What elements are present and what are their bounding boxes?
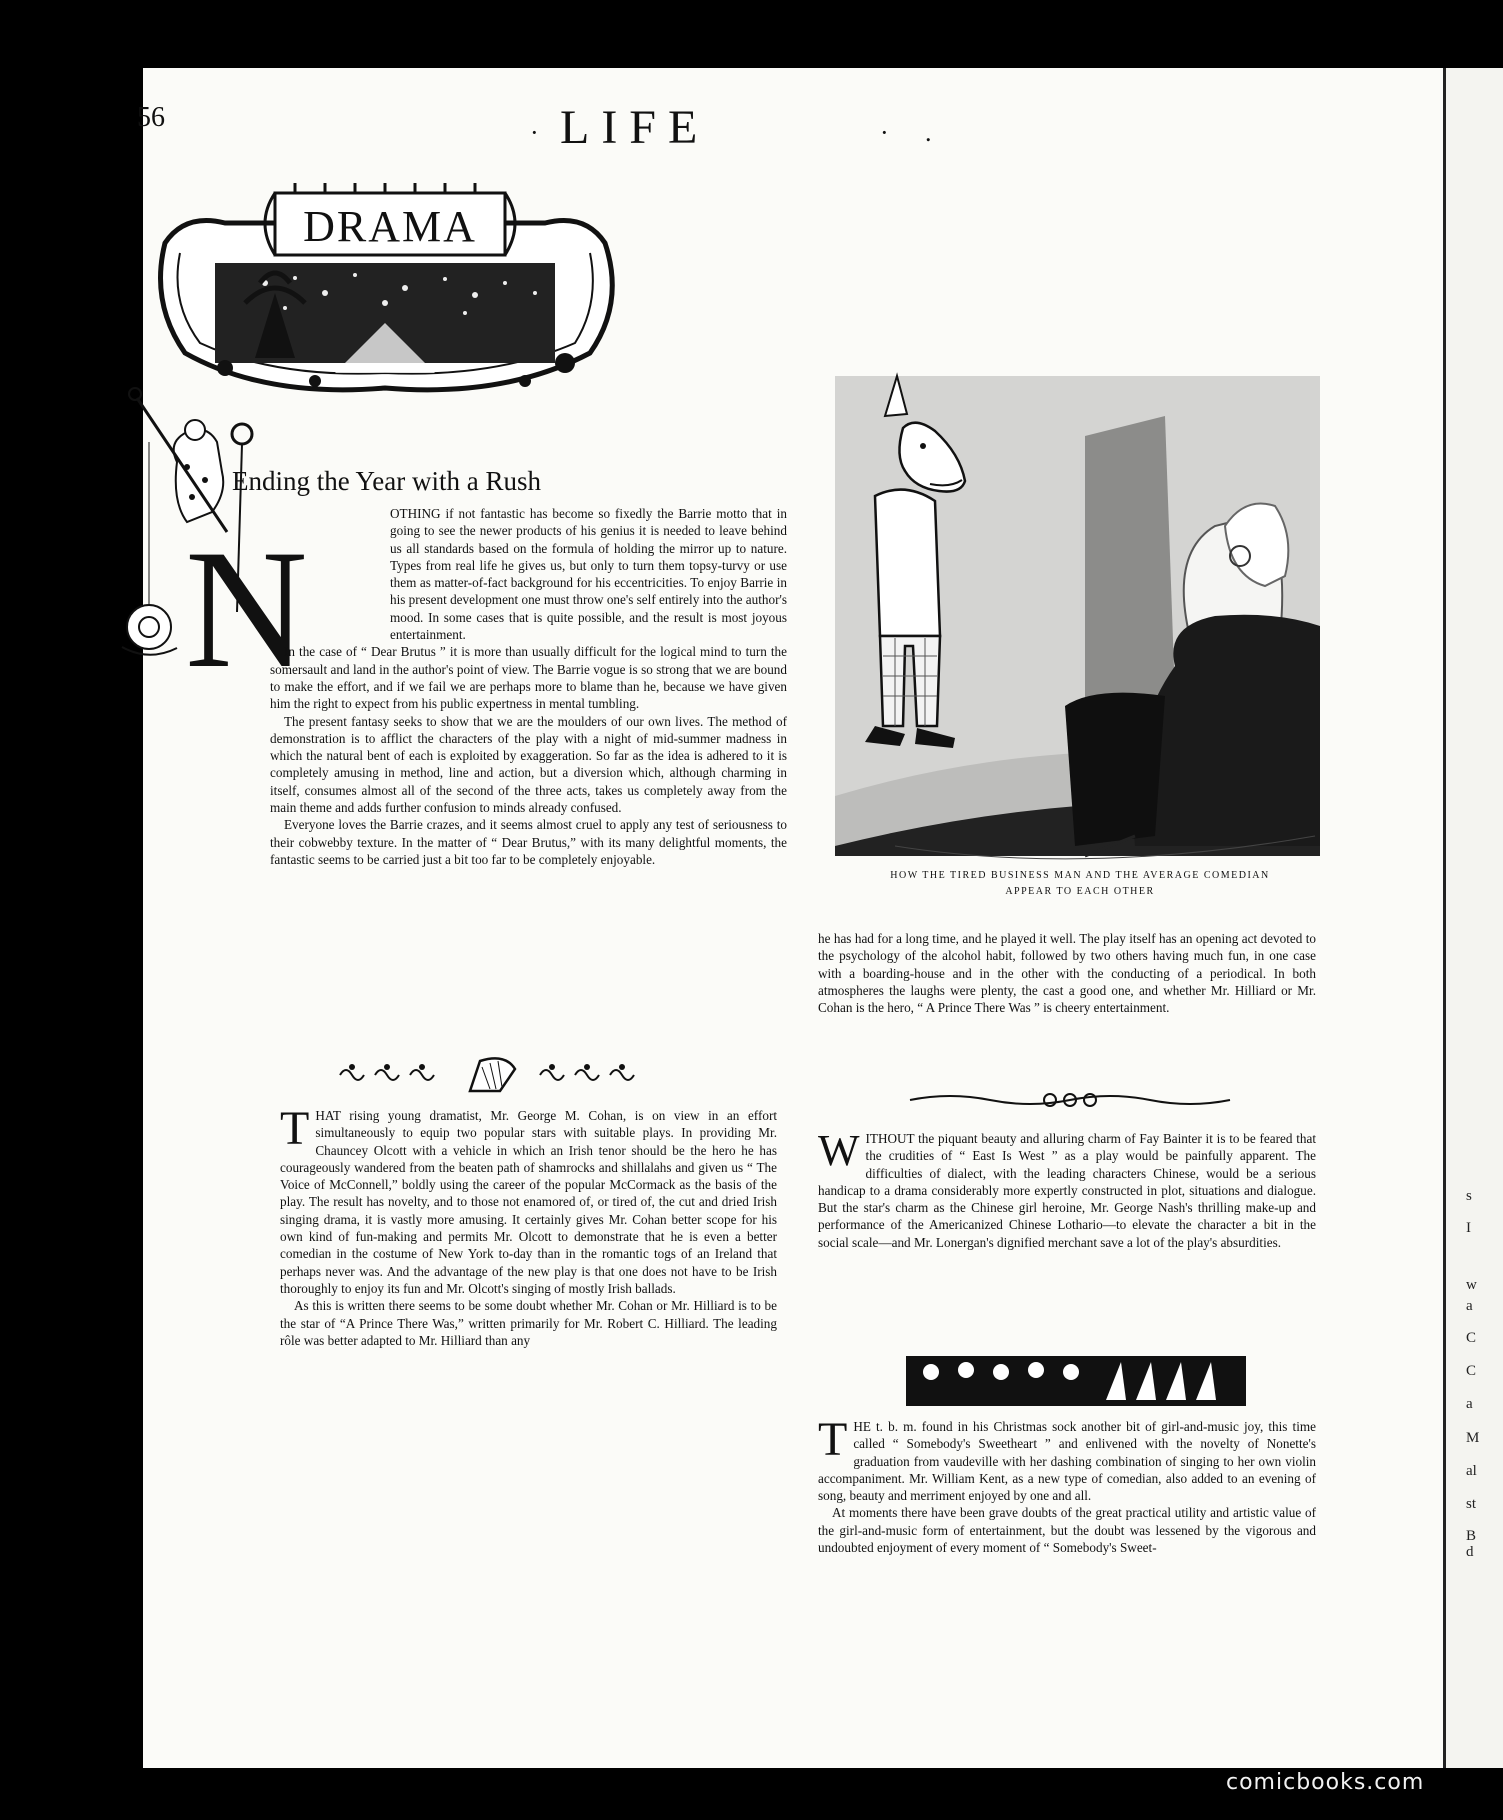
article-title: Ending the Year with a Rush	[232, 466, 541, 496]
margin-letter: d	[1466, 1544, 1474, 1560]
chorus-line-ornament	[906, 1350, 1246, 1408]
margin-letter: B	[1466, 1528, 1477, 1544]
east-is-west-review	[818, 1126, 1316, 1251]
jester-drop-cap-illustration	[77, 362, 308, 703]
title-ornament-dot: ·	[530, 118, 539, 147]
paragraph: HE t. b. m. found in his Christmas sock another bit of girl-and-music joy, this time called “ Somebody's Sweetheart ” and enlivened with the novelty of Nonette's graduation from vaudeville with her dashing combination of singing to her own violin accompaniment. Mr. William Kent, as a new type of comedian, also added to an evening of song, beauty and merriment enjoyed by one and all.	[818, 1419, 1316, 1504]
margin-letter: C	[1466, 1363, 1477, 1379]
caption-line: APPEAR TO EACH OTHER	[1005, 886, 1155, 897]
title-ornament-dot: .	[925, 118, 932, 147]
cohan-review-column	[280, 1102, 777, 1349]
paragraph: ITHOUT the piquant beauty and alluring charm of Fay Bainter it is to be feared that the crudities of “ East Is West ” as a play would be painfully apparent. The difficulties of dialect, with the leading characters Chinese, would be a serious handicap to a drama considerably more expertly constructed in plot, situations and dialogue. But the star's charm as the Chinese girl heroine, Mr. George Nash's thrilling make-up and performance of the Americanized Chinese Lothario—to elevate the character a bit in the social scale—and Mr. Lonergan's dignified merchant save a lot of the play's absurdities.	[818, 1131, 1316, 1250]
paragraph: As this is written there seems to be some doubt whether Mr. Cohan or Mr. Hilliard is to be the star of “A Prince There Was,” written primarily for Mr. Robert C. Hilliard. The leading rôle was better adapted to Mr. Hilliard than any	[280, 1298, 777, 1348]
site-watermark: comicbooks.com	[1226, 1770, 1425, 1795]
scroll-ornament-separator	[910, 1090, 1230, 1110]
title-ornament-dot: ·	[880, 118, 889, 147]
margin-letter: al	[1466, 1463, 1477, 1479]
drop-cap-T: T	[280, 1102, 310, 1155]
paragraph: Everyone loves the Barrie crazes, and it seems almost cruel to apply any test of seriousness to their cobwebby texture. In the matter of “ Dear Brutus,” with its many delightful moments, the fantastic seems to be carried just a bit too far to be completely enjoyable.	[270, 817, 787, 867]
drop-cap-T: T	[818, 1413, 848, 1466]
cohan-review-continued	[818, 930, 1316, 1016]
paragraph: At moments there have been grave doubts of the great practical utility and artistic value of the girl-and-music form of entertainment, but the doubt was lessened by the vigorous and undoubted enjoyment of every moment of “ Somebody's Sweet-	[818, 1505, 1316, 1556]
paragraph: The present fantasy seeks to show that we are the moulders of our own lives. The method of demonstration is to afflict the characters of the play with a night of mid-summer madness in which the natural bent of each is exploited by exaggeration. So far as the idea is adhered to it is completely amusing in method, line and action, but a diversion which, although charming in itself, consumes almost all of the second of the three acts, takes us completely away from the main theme and adds further confusion to minds already confused.	[270, 713, 787, 816]
clover-harp-dingbat-row	[330, 1053, 650, 1097]
margin-letter: a	[1466, 1396, 1473, 1412]
margin-letter: I	[1466, 1220, 1471, 1236]
paragraph: OTHING if not fantastic has become so fixedly the Barrie motto that in going to see the newer products of his genius it is needed to leave behind us all standards based on the formula of holding the mirror up to nature. Types from real life he gives us, but only to turn them topsy-turvy or use them as matter-of-fact background for his eccentricities. To enjoy Barrie in his present development one must throw one's self entirely into the author's mood. In some cases that is quite possible, and the result is most joyous entertainment.	[390, 506, 787, 643]
page-number: 56	[137, 102, 165, 133]
margin-letter: M	[1466, 1430, 1480, 1446]
paragraph: In the case of “ Dear Brutus ” it is more than usually difficult for the logical mind to turn the somersault and land in the author's point of view. The Barrie vogue is so strong that we are bound to make the effort, and if we fail we are perhaps more to blame than he, because we have given him the right to expect from his public expertness in mental tumbling.	[270, 644, 787, 712]
drop-cap-N: N	[185, 515, 308, 703]
sweetheart-review	[818, 1413, 1316, 1556]
lede-text-column	[270, 505, 787, 868]
banner-label: DRAMA	[303, 202, 477, 251]
magazine-title: LIFE	[560, 101, 710, 154]
margin-letter: st	[1466, 1496, 1477, 1512]
drop-cap-W: W	[818, 1126, 860, 1175]
adjacent-page-strip	[1443, 68, 1503, 1768]
margin-letter: w	[1466, 1277, 1477, 1293]
margin-letter: s	[1466, 1188, 1472, 1204]
margin-letter: C	[1466, 1330, 1477, 1346]
cartoon-caption	[840, 868, 1320, 900]
caption-line: HOW THE TIRED BUSINESS MAN AND THE AVERAGE COMEDIAN	[890, 870, 1270, 881]
paragraph: he has had for a long time, and he played it well. The play itself has an opening act devoted to the psychology of the alcohol habit, followed by two others having much fun, in one case with a boarding-house and in the other with the conducting of a periodical. In both atmospheres the laughs were plenty, the cast a good one, and whether Mr. Hilliard or Mr. Cohan is the hero, “ A Prince There Was ” is cheery entertainment.	[818, 931, 1316, 1016]
business-man-and-comedian-cartoon	[835, 376, 1320, 896]
margin-letter: a	[1466, 1298, 1473, 1314]
paragraph: HAT rising young dramatist, Mr. George M. Cohan, is on view in an effort simultaneously to equip two popular stars with suitable plays. In providing Mr. Chauncey Olcott with a vehicle in which an Irish tenor should be the hero he has courageously wandered from the beaten path of shamrocks and shillalahs and given us “ The Voice of McConnell,” boldly using the career of the popular McCormack as the basis of the play. The result has novelty, and to those not enamored of, or tired of, the cut and dried Irish singing drama, it is vastly more amusing. It certainly gives Mr. Cohan better scope for his own kind of fun-making and permits Mr. Olcott to demonstrate that he is even a better comedian in the costume of New York to-day than in the romantic togs of an Ireland that perhaps never was. And the advantage of the new play is that one does not have to be Irish thoroughly to enjoy its fun and Mr. Olcott's singing of mostly Irish ballads.	[280, 1108, 777, 1296]
